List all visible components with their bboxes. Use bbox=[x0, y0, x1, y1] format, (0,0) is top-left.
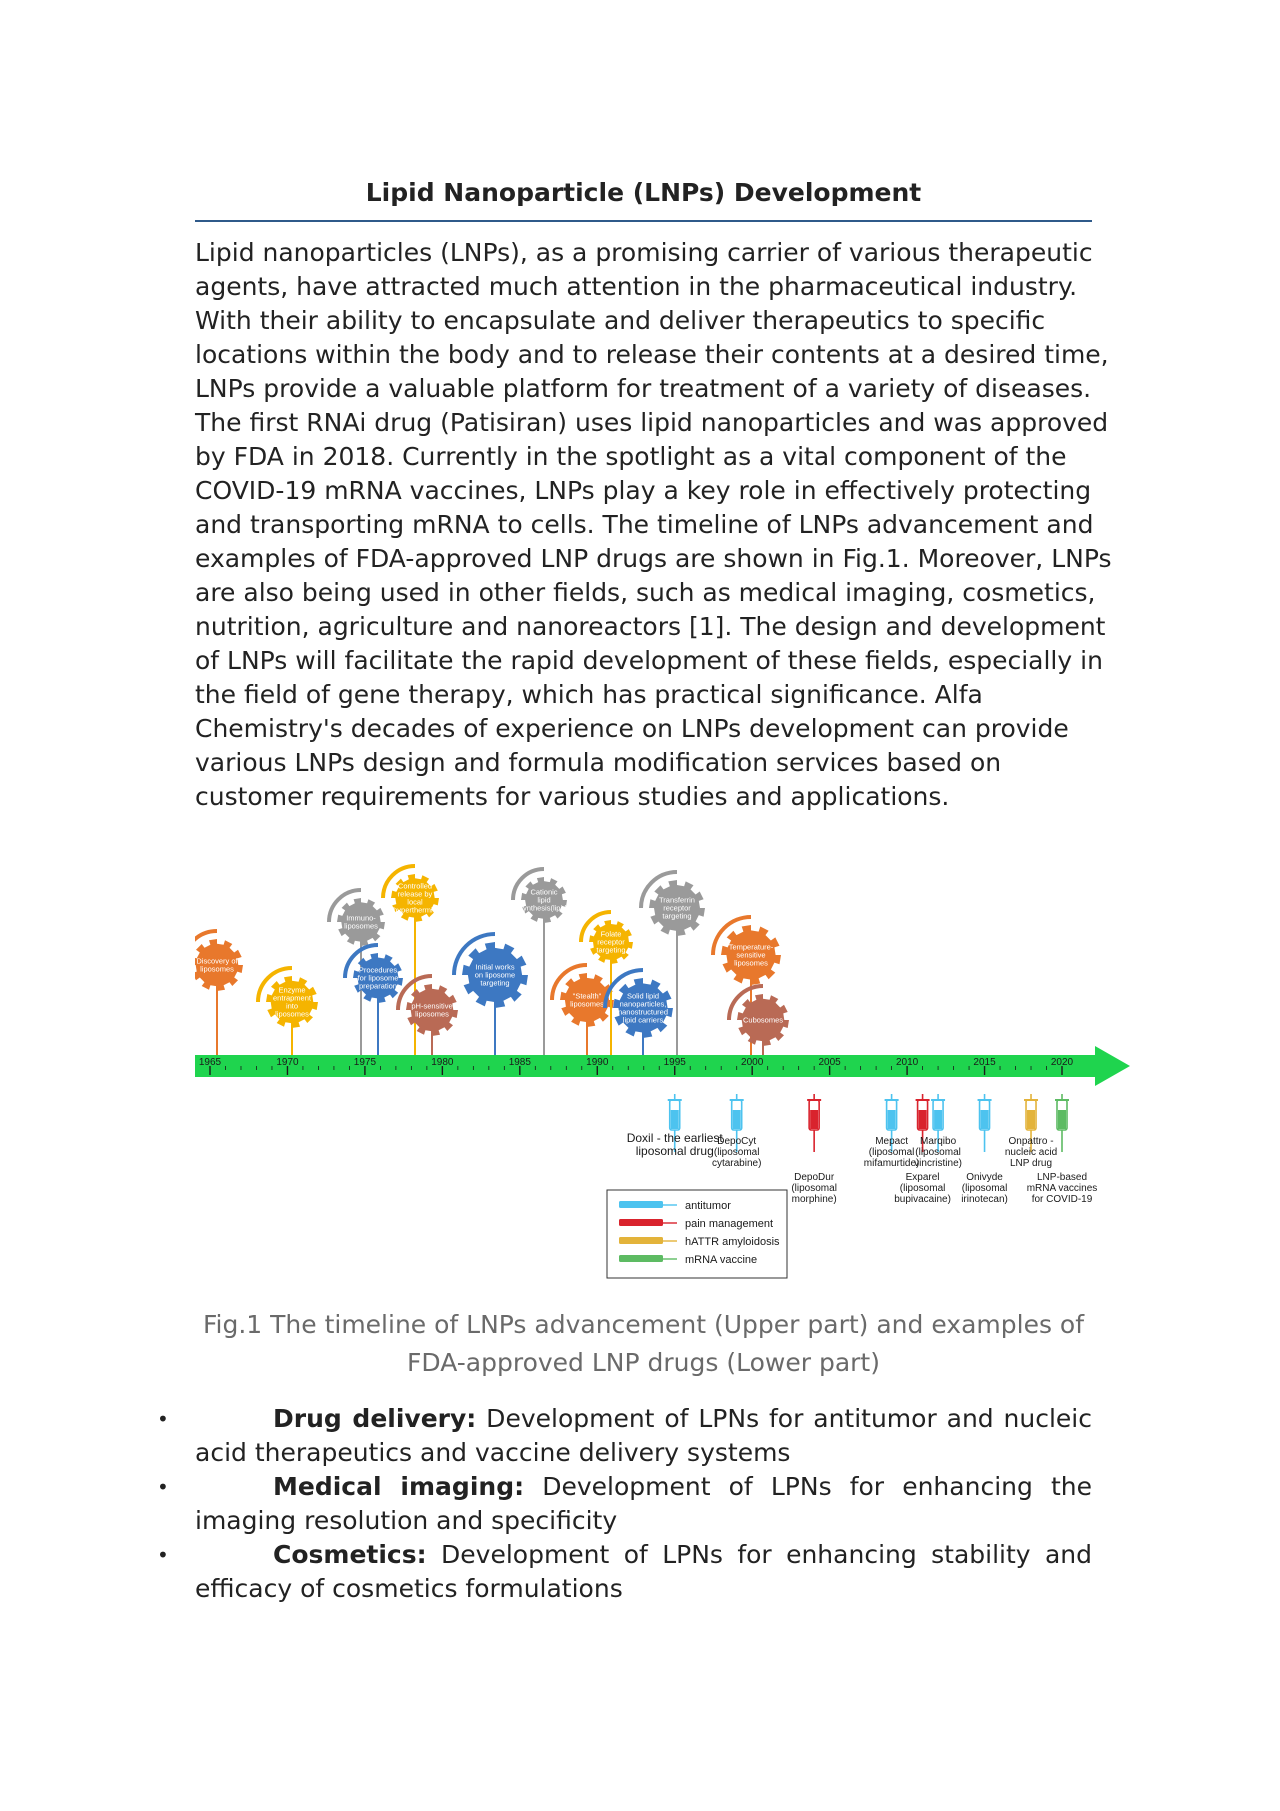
drug-label: Mepact bbox=[875, 1136, 908, 1147]
bullet-icon: • bbox=[157, 1543, 169, 1567]
milestone-label: "Stealth" bbox=[572, 991, 602, 1001]
milestone-label: into bbox=[285, 1001, 299, 1011]
syringe-fill bbox=[934, 1110, 942, 1129]
drug-label: LNP-based bbox=[1036, 1172, 1088, 1183]
timeline-year-label: 1995 bbox=[663, 1057, 686, 1068]
milestone-label: local bbox=[407, 897, 423, 907]
milestone-label: receptor bbox=[663, 903, 691, 913]
milestone-label: targeting bbox=[662, 911, 692, 921]
timeline-year-label: 1975 bbox=[353, 1057, 377, 1068]
milestone-label: Folate bbox=[600, 929, 622, 939]
drug-label: (liposomal bbox=[899, 1183, 946, 1194]
drugs-group bbox=[627, 1094, 1098, 1205]
bullet-icon: • bbox=[157, 1475, 169, 1499]
timeline-year-label: 2020 bbox=[1050, 1057, 1074, 1068]
milestone-label: liposomes bbox=[734, 958, 768, 968]
drug-label: liposomal drug bbox=[635, 1144, 714, 1158]
milestone-label: liposomes bbox=[344, 921, 378, 931]
syringe-fill bbox=[919, 1110, 927, 1129]
drug-label: mRNA vaccines bbox=[1026, 1183, 1098, 1194]
drug-label: Onivyde bbox=[966, 1172, 1003, 1183]
list-item-text: Development of LPNs for antitumor and nucleic acid therapeutics and vaccine delivery systems bbox=[195, 1404, 1092, 1467]
legend-label: mRNA vaccine bbox=[685, 1254, 758, 1266]
timeline-year-label: 2010 bbox=[895, 1057, 919, 1068]
drug-label: (liposomal bbox=[915, 1147, 961, 1158]
legend-swatch-icon bbox=[619, 1201, 663, 1208]
legend-label: pain management bbox=[685, 1218, 774, 1230]
milestone-label: preparation bbox=[359, 981, 397, 991]
drug-label: (liposomal bbox=[791, 1183, 837, 1194]
milestone-label: liposomes bbox=[415, 1009, 449, 1019]
syringe-fill bbox=[981, 1110, 989, 1129]
timeline-year-label: 2005 bbox=[818, 1057, 841, 1068]
milestone-label: Transferrin bbox=[659, 895, 695, 905]
timeline-year-label: 1965 bbox=[198, 1057, 222, 1068]
milestone-label: Discovery of bbox=[196, 956, 238, 966]
syringe-fill bbox=[1058, 1110, 1066, 1129]
milestone-label: pH-sensitive bbox=[411, 1001, 453, 1011]
milestone-label: on liposome bbox=[474, 970, 516, 980]
syringe-fill bbox=[810, 1110, 818, 1129]
timeline-year-label: 1980 bbox=[431, 1057, 454, 1068]
milestone-label: for liposome bbox=[357, 973, 399, 983]
milestone-label: Cationic bbox=[530, 887, 558, 897]
drug-label: Onpattro - bbox=[1008, 1136, 1054, 1147]
milestone-label: Controlled bbox=[397, 881, 433, 891]
milestone-label: Temperature- bbox=[728, 942, 774, 952]
milestone-label: synthesis(lipid) bbox=[519, 903, 569, 913]
timeline-year-label: 2000 bbox=[741, 1057, 764, 1068]
milestone-label: lipid carriers bbox=[622, 1015, 664, 1025]
milestone-label: Immuno- bbox=[346, 913, 376, 923]
list-item-text: Development of LPNs for enhancing stability and efficacy of cosmetics formulations bbox=[195, 1540, 1092, 1603]
legend-label: antitumor bbox=[685, 1200, 731, 1212]
milestone-label: sensitive bbox=[736, 950, 766, 960]
list-item-term: Drug delivery: bbox=[273, 1404, 477, 1433]
drug-legend bbox=[607, 1190, 787, 1278]
legend-swatch-icon bbox=[619, 1237, 663, 1244]
milestone-label: liposomes bbox=[275, 1009, 309, 1019]
list-item-term: Cosmetics: bbox=[273, 1540, 427, 1569]
title-divider bbox=[195, 220, 1092, 222]
milestone-label: lipid bbox=[537, 895, 551, 905]
drug-label: for COVID-19 bbox=[1031, 1194, 1093, 1205]
drug-label: (liposomal bbox=[961, 1183, 1008, 1194]
milestone-label: Solid lipid bbox=[626, 991, 660, 1001]
page-title: Lipid Nanoparticle (LNPs) Development bbox=[365, 178, 922, 207]
milestone-label: Procedures bbox=[358, 965, 398, 975]
milestone-label: targeting bbox=[480, 978, 510, 988]
drug-label: LNP drug bbox=[1009, 1158, 1053, 1169]
milestone-label: targeting bbox=[596, 945, 626, 955]
milestone-label: liposomes bbox=[570, 999, 604, 1009]
timeline-year-label: 1985 bbox=[508, 1057, 531, 1068]
list-item-text: Development of LPNs for enhancing the imaging resolution and specificity bbox=[195, 1472, 1092, 1535]
syringe-fill bbox=[1027, 1110, 1035, 1129]
syringe-fill bbox=[733, 1110, 741, 1129]
legend-label: hATTR amyloidosis bbox=[685, 1236, 780, 1248]
timeline-year-label: 1990 bbox=[586, 1057, 609, 1068]
milestone-label: nanostructured bbox=[617, 1007, 669, 1017]
list-item bbox=[157, 1538, 1092, 1606]
drug-label: irinotecan) bbox=[961, 1194, 1008, 1205]
milestone-label: nanoparticles, bbox=[619, 999, 667, 1009]
milestone-label: Initial works bbox=[475, 962, 515, 972]
milestones-group bbox=[195, 866, 789, 1059]
timeline-year-label: 2015 bbox=[973, 1057, 996, 1068]
lnp-timeline-figure bbox=[195, 860, 1155, 1300]
list-item-term: Medical imaging: bbox=[273, 1472, 525, 1501]
timeline-year-label: 1970 bbox=[276, 1057, 299, 1068]
drug-label: (liposomal bbox=[713, 1147, 760, 1158]
milestone-label: release by bbox=[397, 889, 433, 899]
list-item bbox=[157, 1402, 1092, 1470]
drug-label: Exparel bbox=[905, 1172, 940, 1183]
drug-label: morphine) bbox=[791, 1194, 837, 1205]
drug-label: Marqibo bbox=[920, 1136, 957, 1147]
syringe-fill bbox=[888, 1110, 896, 1129]
milestone-label: Cubosomes bbox=[742, 1015, 784, 1025]
syringe-fill bbox=[671, 1110, 679, 1129]
milestone-label: Enzyme bbox=[278, 985, 306, 995]
timeline-svg bbox=[195, 860, 1155, 1300]
list-item bbox=[157, 1470, 1092, 1538]
legend-swatch-icon bbox=[619, 1255, 663, 1262]
drug-label: (liposomal bbox=[868, 1147, 915, 1158]
milestone-label: entrapment bbox=[273, 993, 311, 1003]
intro-paragraph: Lipid nanoparticles (LNPs), as a promising carrier of various therapeutic agents, have attracted much attention in the pharmaceutical industry. With their ability to encapsulate and deliver therapeutics to specific locations within the body and to release their contents at a desired time, LNPs provide a valuable platform for treatment of a variety of diseases. The first RNAi drug (Patisiran) uses lipid nanoparticles and was approved by FDA in 2018. Currently in the spotlight as a vital component of the COVID-19 mRNA vaccines, LNPs play a key role in effectively protecting and transporting mRNA to cells. The timeline of LNPs advancement and examples of FDA-approved LNP drugs are shown in Fig.1. Moreover, LNPs are also being used in other fields, such as medical imaging, cosmetics, nutrition, agriculture and nanoreactors [1]. The design and development of LNPs will facilitate the rapid development of these fields, especially in the field of gene therapy, which has practical significance. Alfa Chemistry's decades of experience on LNPs development can provide various LNPs design and formula modification services based on customer requirements for various studies and applications. bbox=[195, 238, 1112, 811]
figure-caption: Fig.1 The timeline of LNPs advancement (Upper part) and examples of FDA-approved LNP drugs (Lower part) bbox=[202, 1310, 1085, 1377]
drug-label: bupivacaine) bbox=[894, 1194, 951, 1205]
milestone-label: liposomes bbox=[200, 964, 234, 974]
drug-label: nucleic acid bbox=[1004, 1147, 1058, 1158]
drug-label: mifamurtide) bbox=[863, 1158, 920, 1169]
drug-label: vincristine) bbox=[914, 1158, 962, 1169]
application-list bbox=[157, 1402, 1092, 1606]
bullet-icon: • bbox=[157, 1407, 169, 1431]
drug-label: Doxil - the earliest bbox=[626, 1131, 723, 1145]
legend-swatch-icon bbox=[619, 1219, 663, 1226]
milestone-label: receptor bbox=[597, 937, 625, 947]
drug-label: cytarabine) bbox=[711, 1158, 762, 1169]
drug-label: DepoDur bbox=[794, 1172, 835, 1183]
milestone-label: hyperthermia bbox=[393, 905, 437, 915]
drug-label: DepoCyt bbox=[717, 1136, 757, 1147]
